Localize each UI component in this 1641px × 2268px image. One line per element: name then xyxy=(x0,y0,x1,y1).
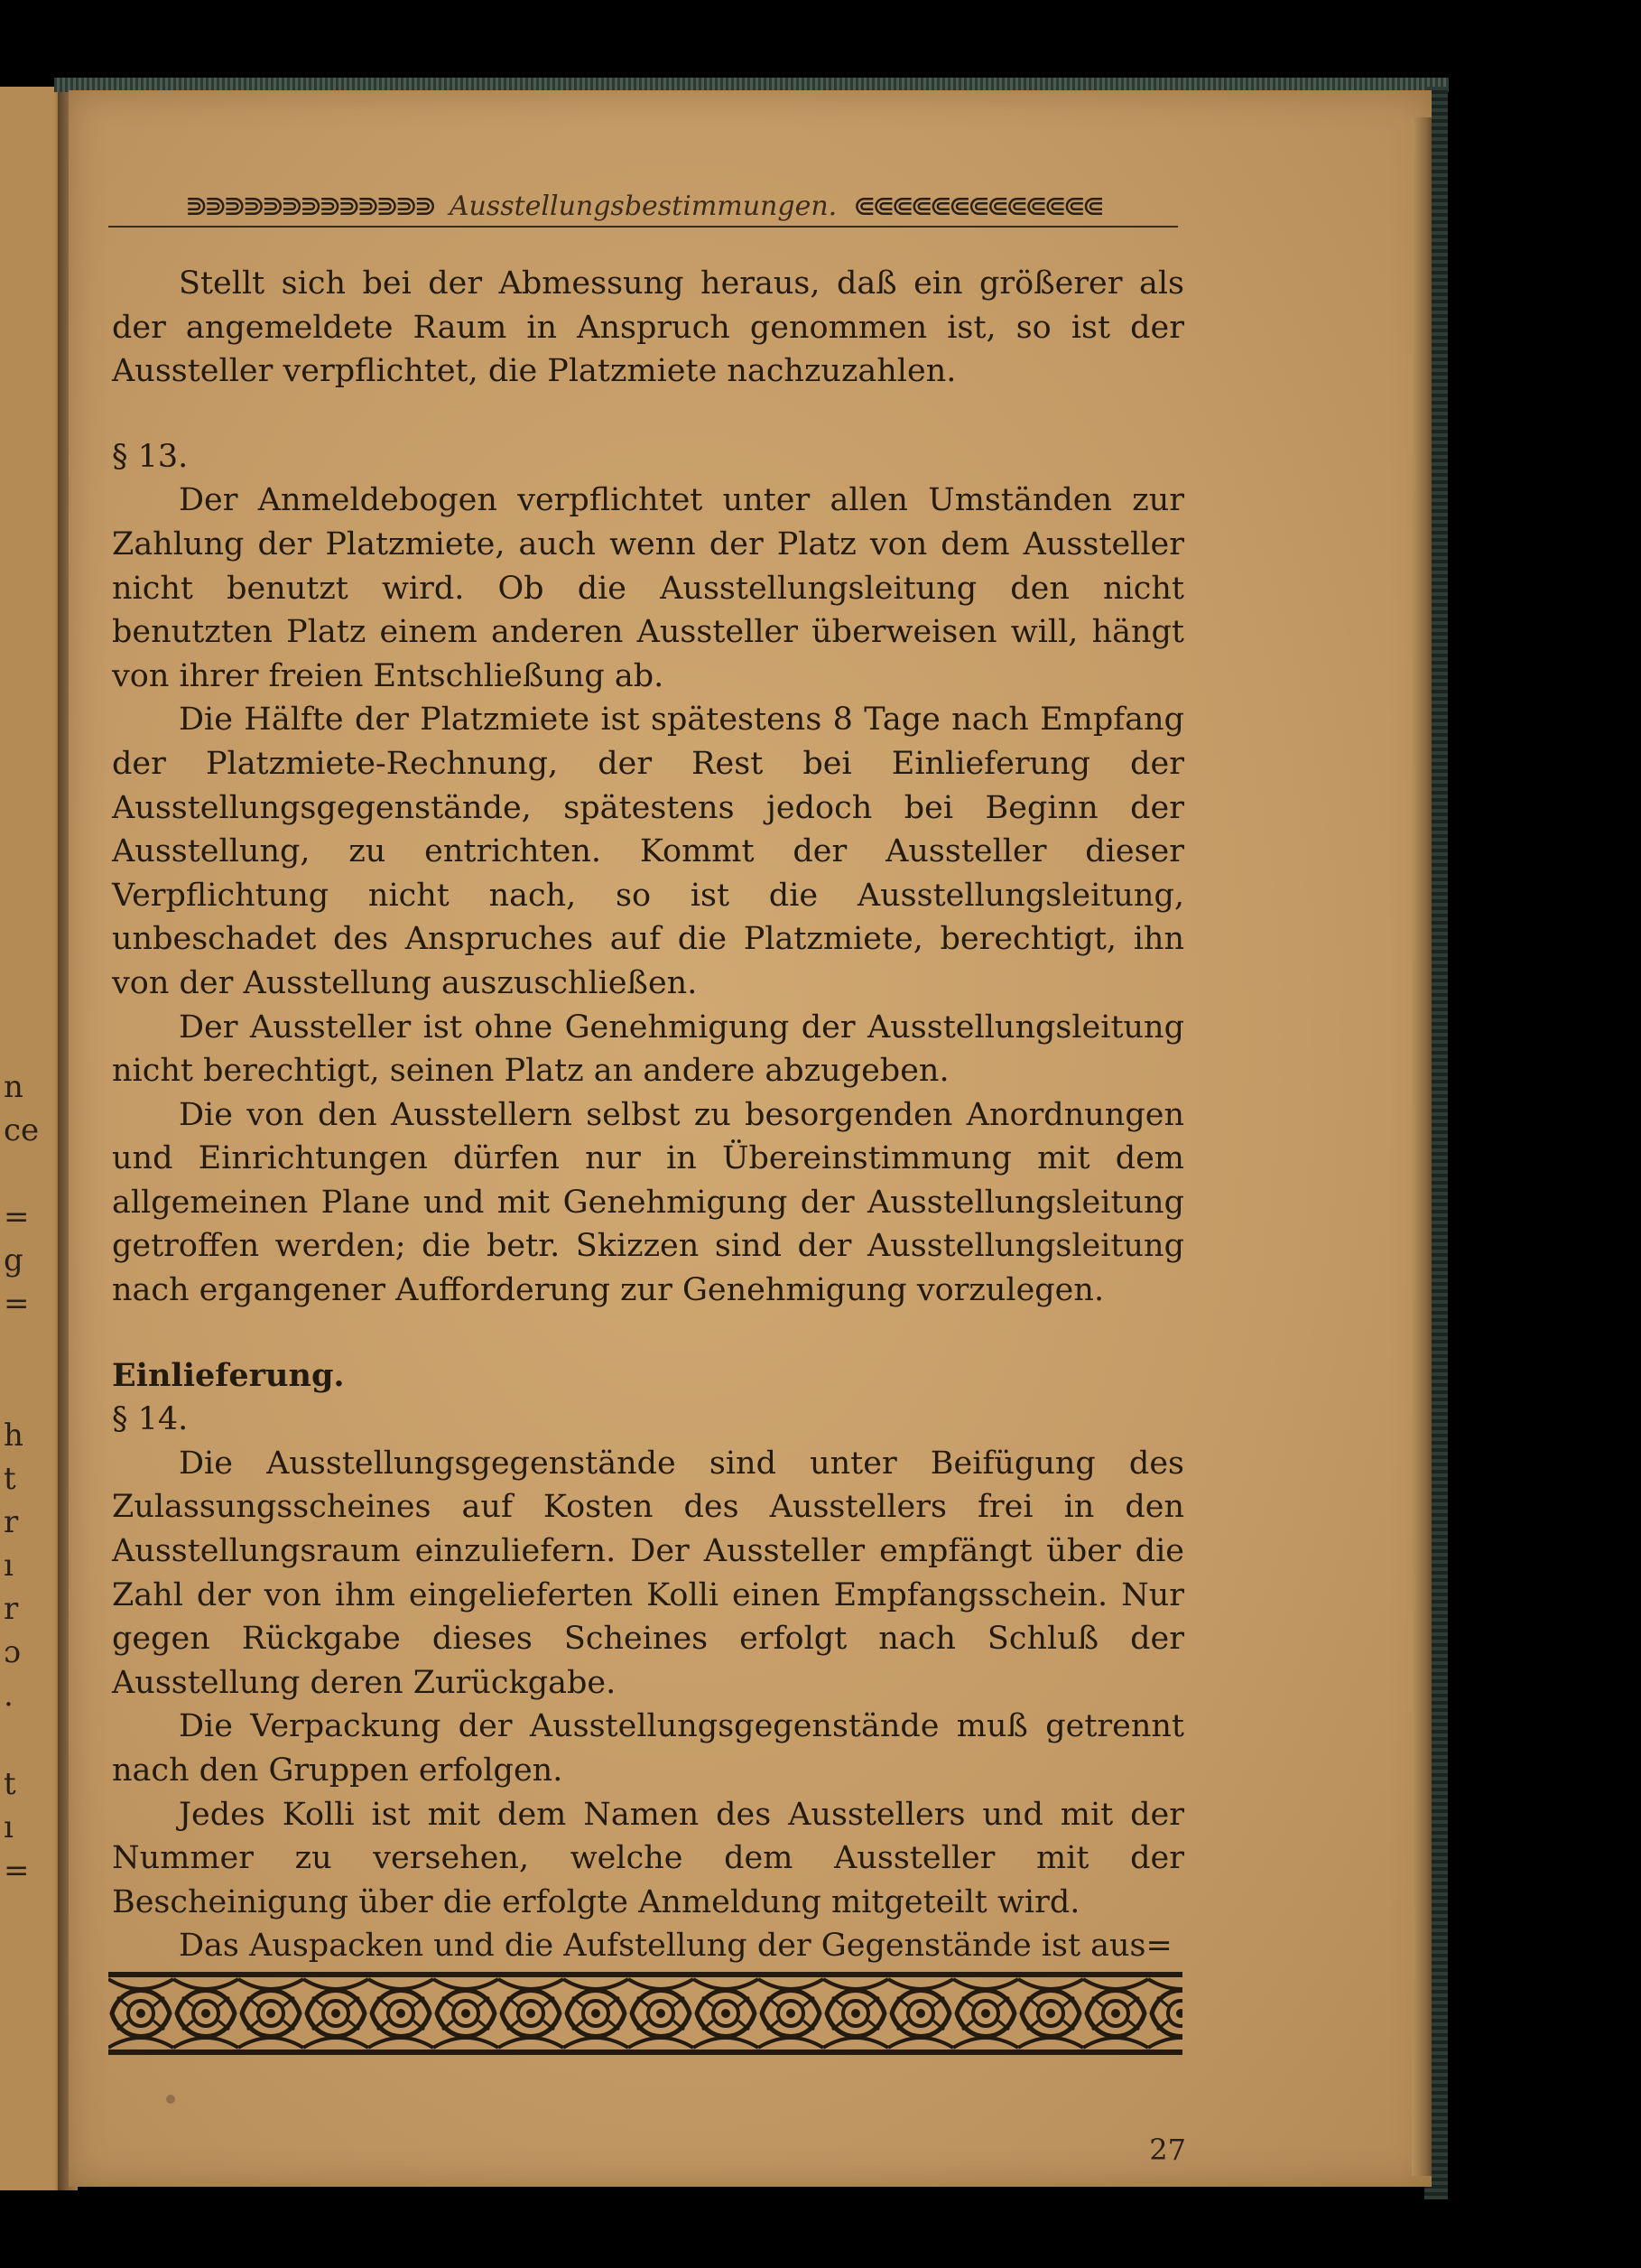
left-page-fragment: h xyxy=(4,1418,23,1454)
paragraph: Die Hälfte der Platzmiete ist spätestens 8 Tage nach Empfang der Platzmiete-Rechnung, der Rest bei Einlieferung der Ausstellungsgegenstände, spätestens jedoch bei Beginn der Ausstellung, zu entrichten. Kommt der Aussteller dieser Verpflichtung nicht nach, so ist die Ausstellungsleitung, unbeschadet des Anspruches auf die Platzmiete, berechtigt, ihn von der Ausstellung auszuschließen. xyxy=(112,702,1184,1001)
section-number: § 13. xyxy=(112,438,189,475)
left-page-fragment: r xyxy=(4,1504,19,1540)
paragraph: Das Auspacken und die Aufstellung der Gegenstände ist aus= xyxy=(179,1928,1173,1965)
left-page-fragment: n xyxy=(4,1069,23,1105)
page-number: 27 xyxy=(1149,2133,1186,2167)
page-body xyxy=(112,262,1184,1968)
left-page-fragment: = xyxy=(4,1853,30,1889)
left-page-fragment: . xyxy=(4,1678,14,1714)
left-page-fragment: = xyxy=(4,1286,30,1322)
running-header xyxy=(108,181,1178,231)
paragraph: Der Anmeldebogen verpflichtet unter allen Umständen zur Zahlung der Platzmiete, auch wenn der Platz von dem Aussteller nicht benutzt wird. Ob die Ausstellungsleitung den nicht benutzten Platz einem anderen Aussteller überweisen will, hängt von ihrer freien Entschließung ab. xyxy=(112,482,1184,694)
left-page-fragment: t xyxy=(4,1766,16,1802)
header-rule xyxy=(108,226,1178,228)
left-page-fragment: g xyxy=(4,1242,23,1278)
section-spacer xyxy=(112,1313,1184,1354)
paper-spot xyxy=(166,2095,175,2104)
section-heading: Einlieferung. xyxy=(112,1356,345,1394)
running-header-title: Ausstellungsbestimmungen. xyxy=(449,190,838,222)
book-page xyxy=(69,90,1432,2187)
left-page-fragment: t xyxy=(4,1461,16,1497)
paragraph: Die Verpackung der Ausstellungsgegenstände muß getrennt nach den Gruppen erfolgen. xyxy=(112,1708,1184,1789)
header-ornament-left: ⋑⋑⋑⋑⋑⋑⋑⋑⋑⋑⋑⋑⋑ xyxy=(185,190,433,222)
paragraph: Die von den Ausstellern selbst zu besorgenden Anordnungen und Einrichtungen dürfen nur in Übereinstimmung mit dem allgemeinen Plane und mit Genehmigung der Ausstellungsleitung getroffen werden; die betr. Skizzen sind der Ausstellungsleitung nach ergangener Aufforderung zur Genehmigung vorzulegen. xyxy=(112,1096,1184,1309)
decorative-border xyxy=(108,1970,1182,2057)
left-page-edge xyxy=(0,87,67,2190)
header-ornament-right: ⋐⋐⋐⋐⋐⋐⋐⋐⋐⋐⋐⋐⋐ xyxy=(853,190,1101,222)
left-page-fragment: ı xyxy=(4,1548,14,1584)
left-page-fragment: r xyxy=(4,1591,19,1627)
paragraph: Die Ausstellungsgegenstände sind unter Beifügung des Zulassungsscheines auf Kosten des Ausstellers frei in den Ausstellungsraum einzuliefern. Der Aussteller empfängt über die Zahl der von ihm eingelieferten Kolli einen Empfangsschein. Nur gegen Rückgabe dieses Scheines erfolgt nach Schluß der Ausstellung deren Zurückgabe. xyxy=(112,1445,1184,1701)
paragraph: Jedes Kolli ist mit dem Namen des Ausstellers und mit der Nummer zu versehen, welche dem Aussteller mit der Bescheinigung über die erfolgte Anmeldung mitgeteilt wird. xyxy=(112,1796,1184,1920)
section-number: § 14. xyxy=(112,1401,189,1438)
left-page-fragment: ı xyxy=(4,1809,14,1845)
left-page-fragment: = xyxy=(4,1199,30,1235)
paragraph: Der Aussteller ist ohne Genehmigung der Ausstellungsleitung nicht berechtigt, seinen Platz an andere abzugeben. xyxy=(112,1009,1184,1090)
paragraph: Stellt sich bei der Abmessung heraus, daß ein größerer als der angemeldete Raum in Anspruch genommen ist, so ist der Aussteller verpflichtet, die Platzmiete nachzuzahlen. xyxy=(112,265,1184,390)
left-page-fragment: ce xyxy=(4,1112,40,1148)
section-spacer xyxy=(112,394,1184,435)
page-edge-stack xyxy=(1412,117,1432,2176)
left-page-fragment: ɔ xyxy=(4,1634,22,1670)
